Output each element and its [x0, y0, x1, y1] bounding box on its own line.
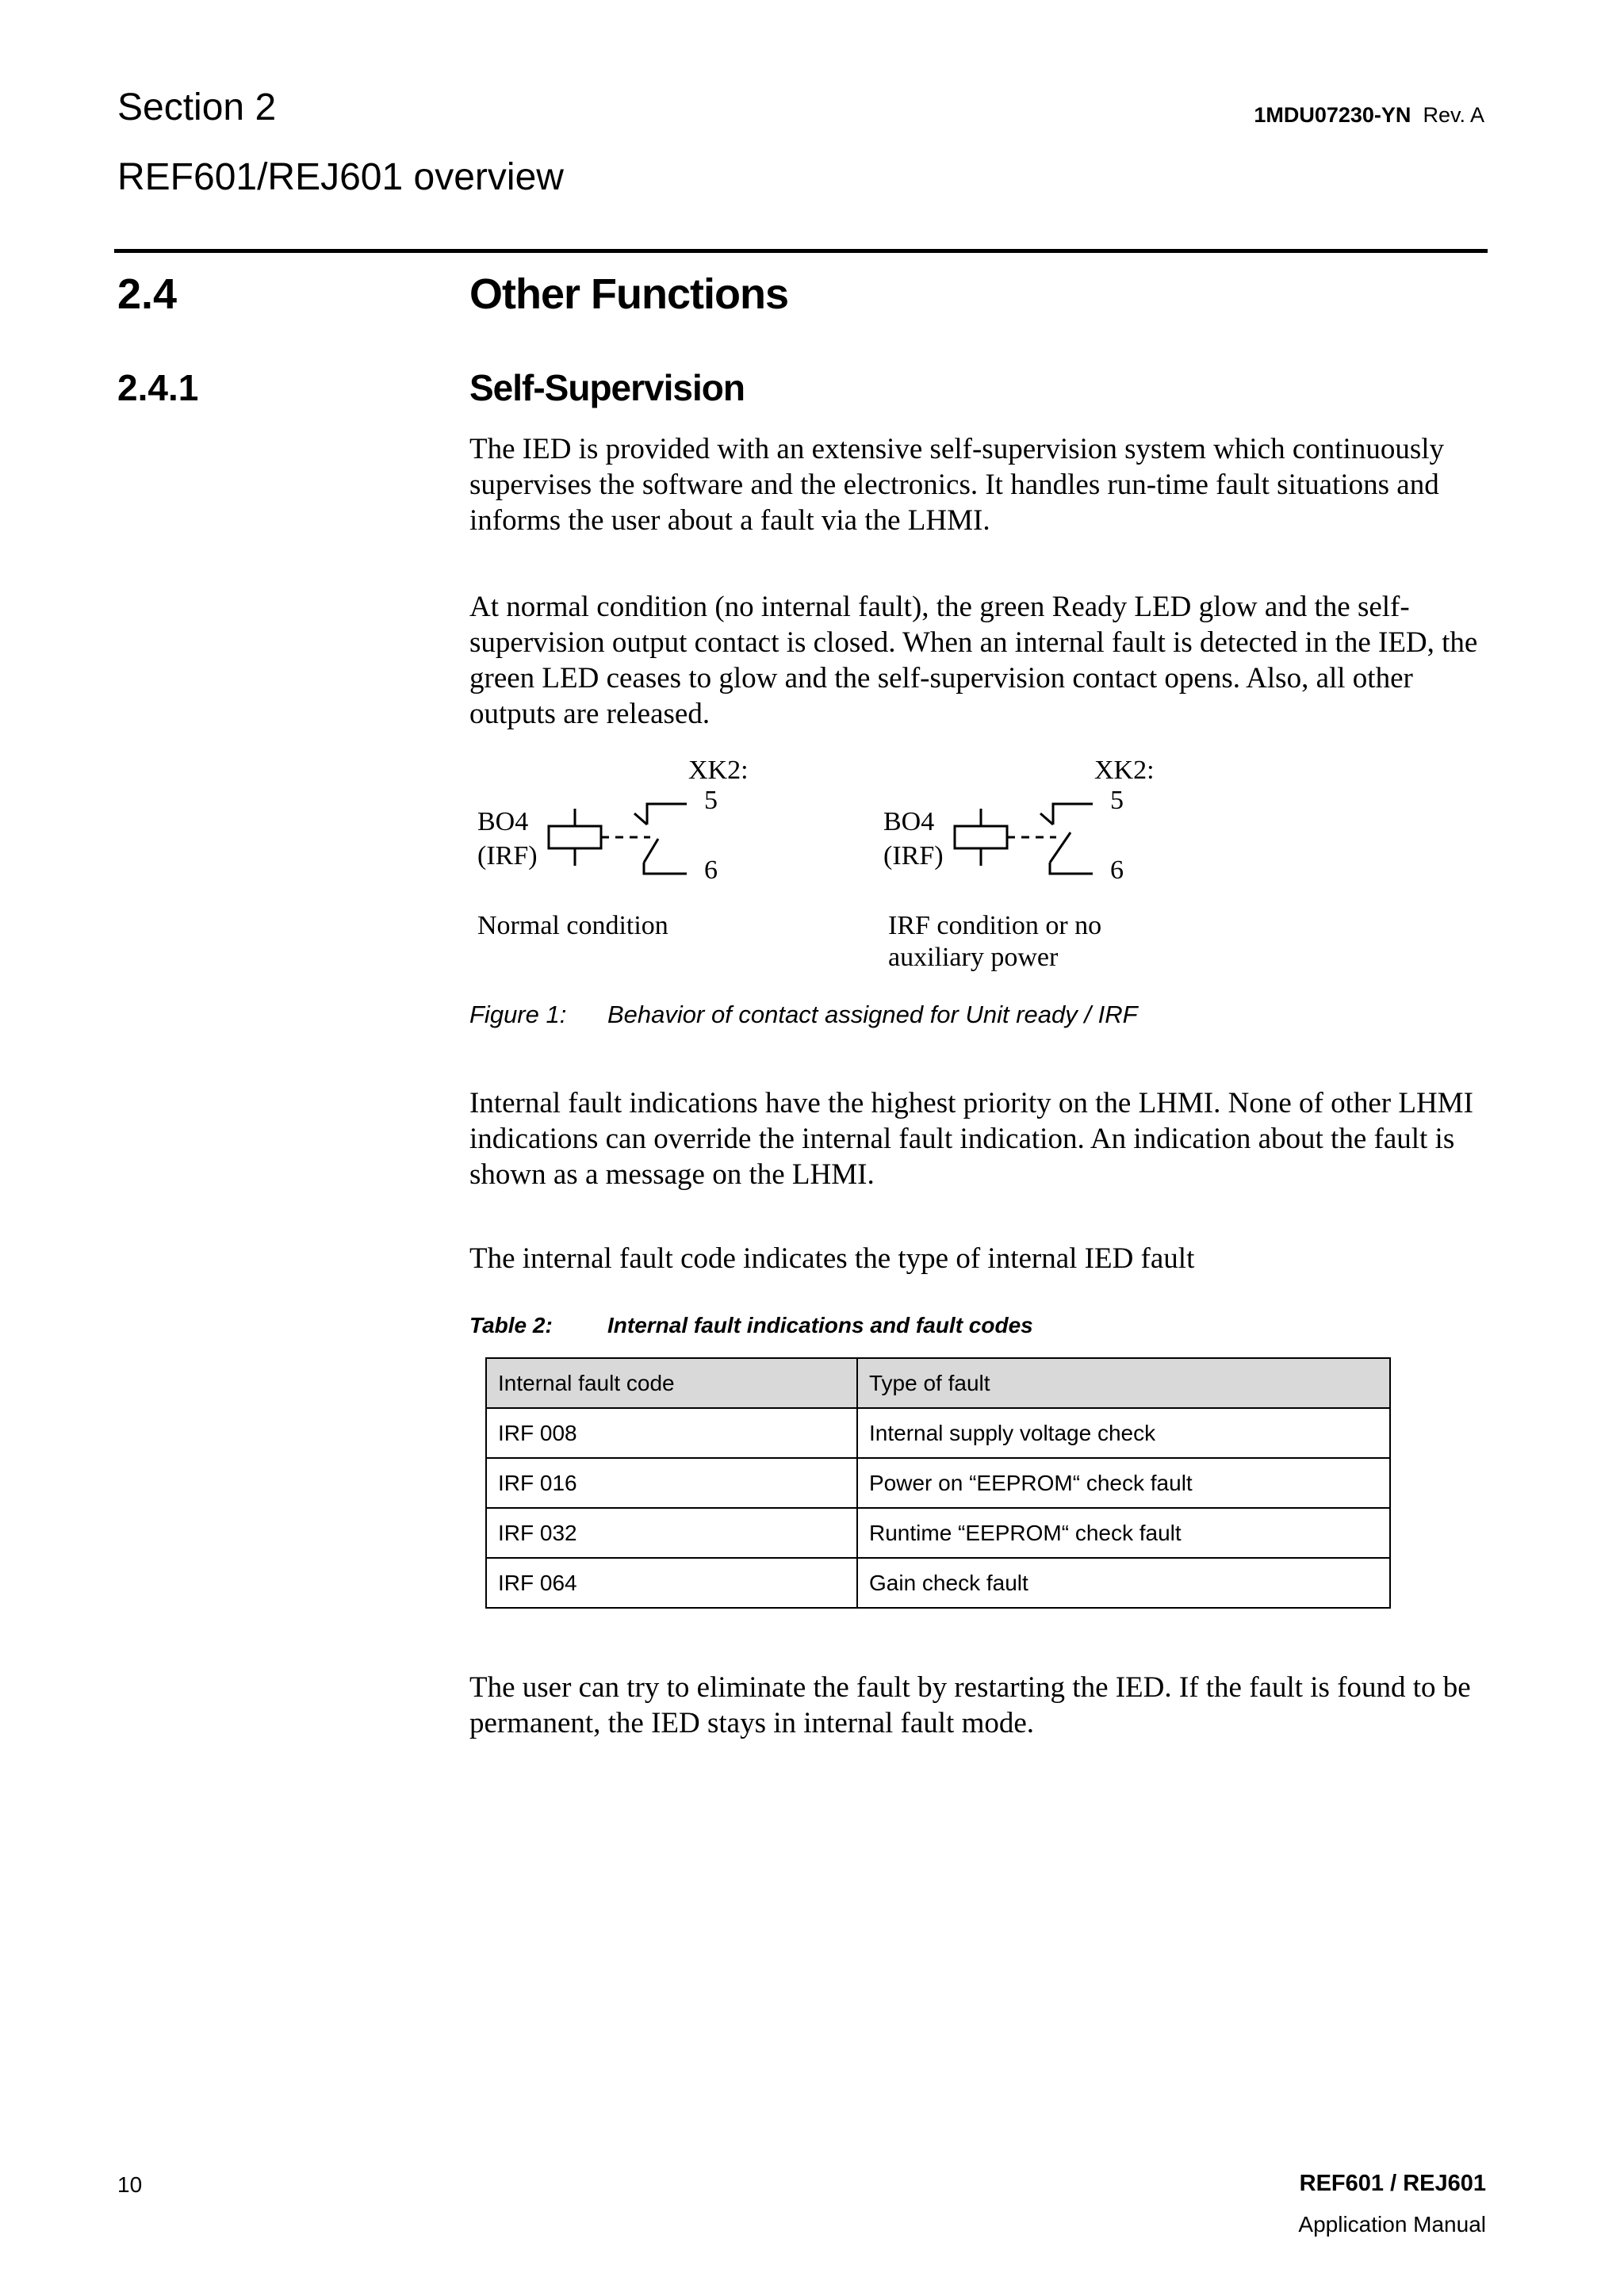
output-name-label: BO4 — [477, 807, 529, 836]
section-label: Section 2 — [117, 86, 277, 128]
diagram-irf-condition — [883, 756, 1155, 972]
table-row — [486, 1508, 1390, 1558]
table-header-row — [486, 1358, 1390, 1408]
output-tag-label: (IRF) — [883, 841, 944, 871]
fault-code-cell: IRF 032 — [486, 1508, 857, 1558]
connector-label: XK2: — [688, 756, 749, 785]
section-title: REF601/REJ601 overview — [117, 156, 564, 198]
output-name-label: BO4 — [883, 807, 935, 836]
doc-revision: Rev. A — [1423, 103, 1484, 127]
condition-label-line-1: IRF condition or no — [888, 911, 1102, 940]
body-paragraph: The internal fault code indicates the type of internal IED fault — [469, 1242, 1195, 1275]
condition-label-line-2: auxiliary power — [888, 943, 1059, 972]
subsection-heading: Self-Supervision — [469, 367, 745, 408]
terminal-bottom-label: 6 — [704, 855, 718, 885]
contact-diagram-figure — [468, 753, 1261, 991]
table-row — [486, 1408, 1390, 1458]
terminal-bottom-label: 6 — [1110, 855, 1124, 885]
page-number: 10 — [117, 2172, 143, 2197]
fault-type-cell: Internal supply voltage check — [857, 1408, 1390, 1458]
column-header-fault-code: Internal fault code — [486, 1358, 857, 1408]
output-tag-label: (IRF) — [477, 841, 538, 871]
doc-number: 1MDU07230-YN — [1254, 103, 1411, 127]
relay-coil-icon — [549, 809, 650, 866]
footer-product-name: REF601 / REJ601 — [1299, 2171, 1486, 2196]
header-rule — [114, 249, 1488, 253]
column-header-fault-type: Type of fault — [857, 1358, 1390, 1408]
fault-type-cell: Runtime “EEPROM“ check fault — [857, 1508, 1390, 1558]
section-heading: Other Functions — [469, 270, 788, 318]
connector-label: XK2: — [1094, 756, 1155, 785]
table-row — [486, 1558, 1390, 1608]
contact-closed-icon — [634, 804, 687, 874]
fault-type-cell: Gain check fault — [857, 1558, 1390, 1608]
fault-codes-table — [485, 1357, 1391, 1609]
body-paragraph: The IED is provided with an extensive self-supervision system which continuously supervises the software and the electronics. It handles run-time fault situations and informs the user about a fault via the LHMI. — [469, 433, 1445, 537]
fault-code-cell: IRF 064 — [486, 1558, 857, 1608]
body-paragraph: The user can try to eliminate the fault by restarting the IED. If the fault is found to be permanent, the IED stays in internal fault mode. — [469, 1671, 1471, 1739]
fault-code-cell: IRF 008 — [486, 1408, 857, 1458]
figure-caption-text: Behavior of contact assigned for Unit ready / IRF — [607, 1001, 1138, 1028]
body-paragraph: At normal condition (no internal fault), the green Ready LED glow and the self-supervision output contact is closed. When an internal fault is detected in the IED, the green LED ceases to glow and the self-supervision contact opens. Also, all other outputs are released. — [469, 591, 1478, 730]
document-id — [1254, 103, 1484, 128]
body-paragraph: Internal fault indications have the highest priority on the LHMI. None of other LHMI indications can override the internal fault indication. An indication about the fault is shown as a message on the LHMI. — [469, 1087, 1473, 1191]
table-caption-text: Internal fault indications and fault codes — [607, 1313, 1033, 1337]
condition-label: Normal condition — [477, 911, 668, 940]
table-row — [486, 1458, 1390, 1508]
contact-open-icon — [1040, 804, 1093, 874]
terminal-top-label: 5 — [1110, 786, 1124, 815]
terminal-top-label: 5 — [704, 786, 718, 815]
diagram-normal-condition — [477, 756, 749, 940]
fault-type-cell: Power on “EEPROM“ check fault — [857, 1458, 1390, 1508]
footer-manual-title: Application Manual — [1298, 2212, 1486, 2237]
subsection-number: 2.4.1 — [117, 367, 199, 408]
table-caption-number: Table 2: — [469, 1313, 553, 1337]
section-number: 2.4 — [117, 270, 178, 318]
relay-coil-icon — [955, 809, 1056, 866]
fault-code-cell: IRF 016 — [486, 1458, 857, 1508]
figure-caption-number: Figure 1: — [469, 1001, 567, 1028]
